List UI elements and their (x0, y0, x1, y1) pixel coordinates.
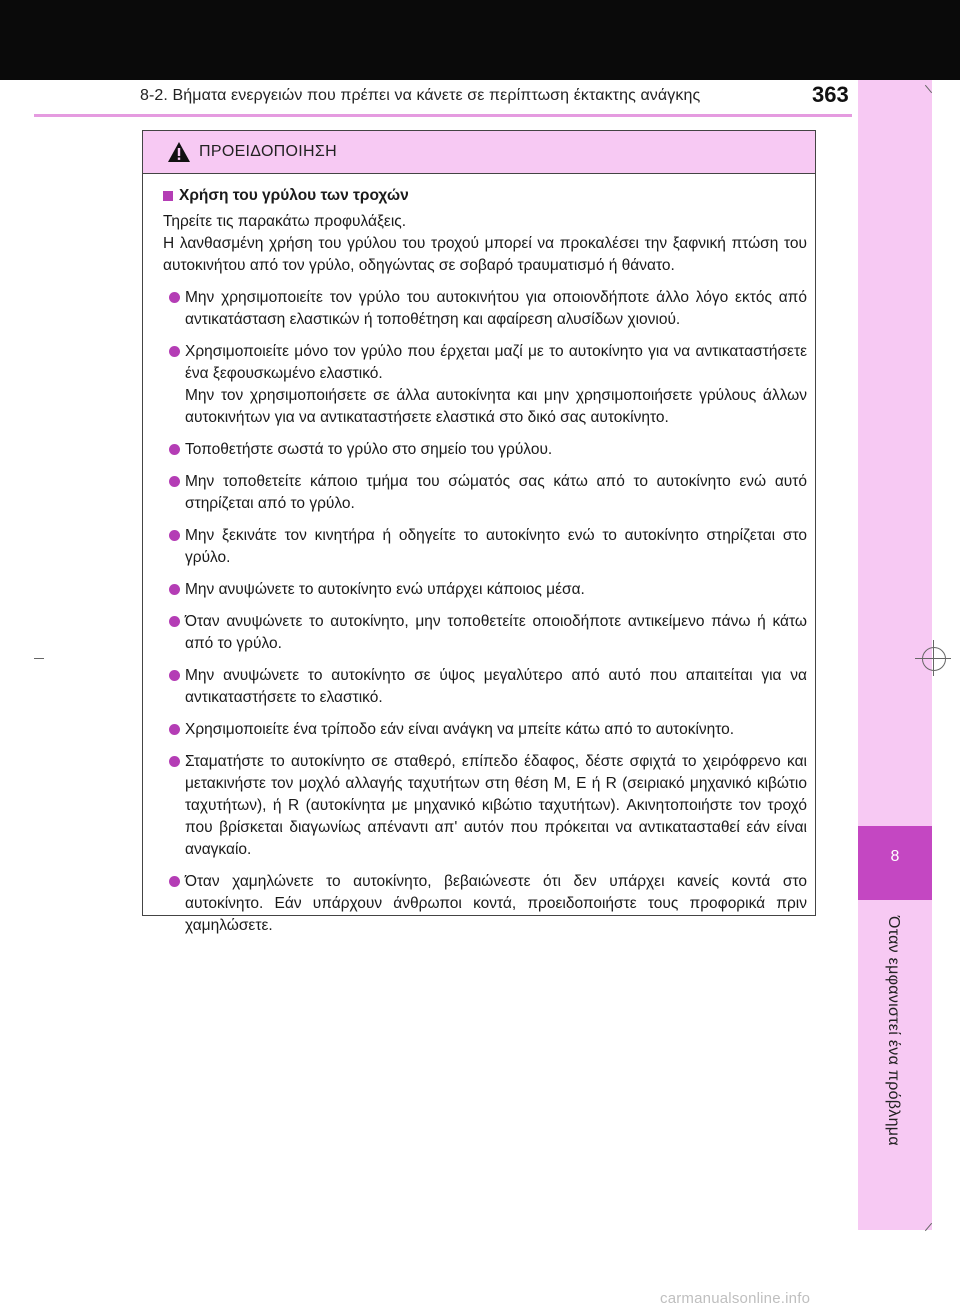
bullet-dot-icon (169, 584, 180, 595)
list-item-text: Μην τοποθετείτε κάποιο τμήμα του σώματός σας κάτω από το αυτοκίνητο ενώ αυτό στηρίζεται από το γρύλο. (185, 473, 807, 512)
list-item (163, 719, 807, 741)
list-item-text: Όταν ανυψώνετε το αυτοκίνητο, μην τοποθετείτε οποιοδήποτε αντικείμενο πάνω ή κάτω από το γρύλο. (185, 613, 807, 652)
warning-box (142, 130, 816, 934)
list-item (163, 751, 807, 861)
registration-circle (922, 647, 946, 671)
bullet-dot-icon (169, 724, 180, 735)
warning-body (143, 173, 815, 947)
bullet-dot-icon (169, 346, 180, 357)
list-item (163, 439, 807, 461)
list-item-text: Μην τον χρησιμοποιήσετε σε άλλα αυτοκίνητα και μην χρησιμοποιήσετε γρύλους άλλων αυτοκινήτων για να αντικαταστήσετε ελαστικά στο δικό σας αυτοκίνητο. (185, 387, 807, 426)
square-bullet-icon (163, 191, 173, 201)
top-black-bar (0, 0, 960, 80)
bullet-dot-icon (169, 670, 180, 681)
intro-line: Τηρείτε τις παρακάτω προφυλάξεις. (163, 213, 407, 230)
warning-title: ΠΡΟΕΙΔΟΠΟΙΗΣΗ (199, 143, 337, 160)
bullet-dot-icon (169, 616, 180, 627)
watermark: carmanualsonline.info (660, 1290, 811, 1307)
list-item-text: Μην ανυψώνετε το αυτοκίνητο σε ύψος μεγαλύτερο από αυτό που απαιτείται για να αντικαταστήσετε το ελαστικό. (185, 667, 807, 706)
bullet-dot-icon (169, 444, 180, 455)
bullet-dot-icon (169, 476, 180, 487)
section-header-title: 8-2. Βήματα ενεργειών που πρέπει να κάνετε σε περίπτωση έκτακτης ανάγκης (140, 87, 701, 104)
list-item (163, 611, 807, 655)
list-item (163, 287, 807, 331)
chapter-number: 8 (890, 848, 900, 865)
bullet-dot-icon (169, 756, 180, 767)
list-item (163, 579, 807, 601)
list-item (163, 665, 807, 709)
page-number: 363 (812, 82, 849, 107)
bullet-dot-icon (169, 292, 180, 303)
crop-mark-left-mid (34, 658, 44, 659)
chapter-label-container (858, 916, 932, 1206)
intro-text (163, 211, 807, 277)
chapter-label: Όταν εμφανιστεί ένα πρόβλημα (885, 916, 902, 1146)
list-item-text: Χρησιμοποιείτε μόνο τον γρύλο που έρχεται μαζί με το αυτοκίνητο για να αντικαταστήσετε ένα ξεφουσκωμένο ελαστικό. (185, 343, 807, 382)
bullet-dot-icon (169, 530, 180, 541)
section-title (163, 185, 807, 207)
chapter-tab (858, 826, 932, 900)
list-item-text: Μην ανυψώνετε το αυτοκίνητο ενώ υπάρχει κάποιος μέσα. (185, 581, 585, 598)
list-item-text: Μην χρησιμοποιείτε τον γρύλο του αυτοκινήτου για οποιονδήποτε άλλο λόγο εκτός από αντικατάσταση ελαστικών ή τοποθέτηση και αφαίρεση αλυσίδων χιονιού. (185, 289, 807, 328)
header-divider (34, 114, 852, 117)
warning-header (143, 131, 815, 174)
list-item-text: Τοποθετήστε σωστά το γρύλο στο σημείο του γρύλου. (185, 441, 553, 458)
bullet-dot-icon (169, 876, 180, 887)
list-item-text: Σταματήστε το αυτοκίνητο σε σταθερό, επίπεδο έδαφος, δέστε σφιχτά το χειρόφρενο και μετακινήστε τον μοχλό αλλαγής ταχυτήτων στη θέση M, E ή R (σειριακό μηχανικό κιβώτιο ταχυτήτων), ή R (αυτοκίνητα με μηχανικό κιβώτιο ταχυτήτων). Ακινητοποιήστε τον τροχό που βρίσκεται διαγωνίως απέναντι απ' αυτόν που πρόκειται να αντικατασταθεί εάν είναι αναγκαίο. (185, 753, 807, 858)
section-title-text: Χρήση του γρύλου των τροχών (179, 187, 409, 204)
list-item-text: Χρησιμοποιείτε ένα τρίποδο εάν είναι ανάγκη να μπείτε κάτω από το αυτοκίνητο. (185, 721, 735, 738)
intro-line: Η λανθασμένη χρήση του γρύλου του τροχού μπορεί να προκαλέσει την ξαφνική πτώση του αυτοκινήτου από τον γρύλο, οδηγώντας σε σοβαρό τραυματισμό ή θάνατο. (163, 235, 807, 274)
list-item (163, 341, 807, 429)
warning-triangle-icon (167, 141, 191, 163)
precautions-list (163, 287, 807, 937)
list-item (163, 871, 807, 937)
list-item (163, 525, 807, 569)
list-item (163, 471, 807, 515)
list-item-text: Μην ξεκινάτε τον κινητήρα ή οδηγείτε το αυτοκίνητο ενώ το αυτοκίνητο στηρίζεται στο γρύλο. (185, 527, 807, 566)
list-item-text: Όταν χαμηλώνετε το αυτοκίνητο, βεβαιώνεστε ότι δεν υπάρχει κανείς κοντά στο αυτοκίνητο. Εάν υπάρχουν άνθρωποι κοντά, προειδοποιήστε τους προφορικά πριν χαμηλώσετε. (185, 873, 807, 934)
